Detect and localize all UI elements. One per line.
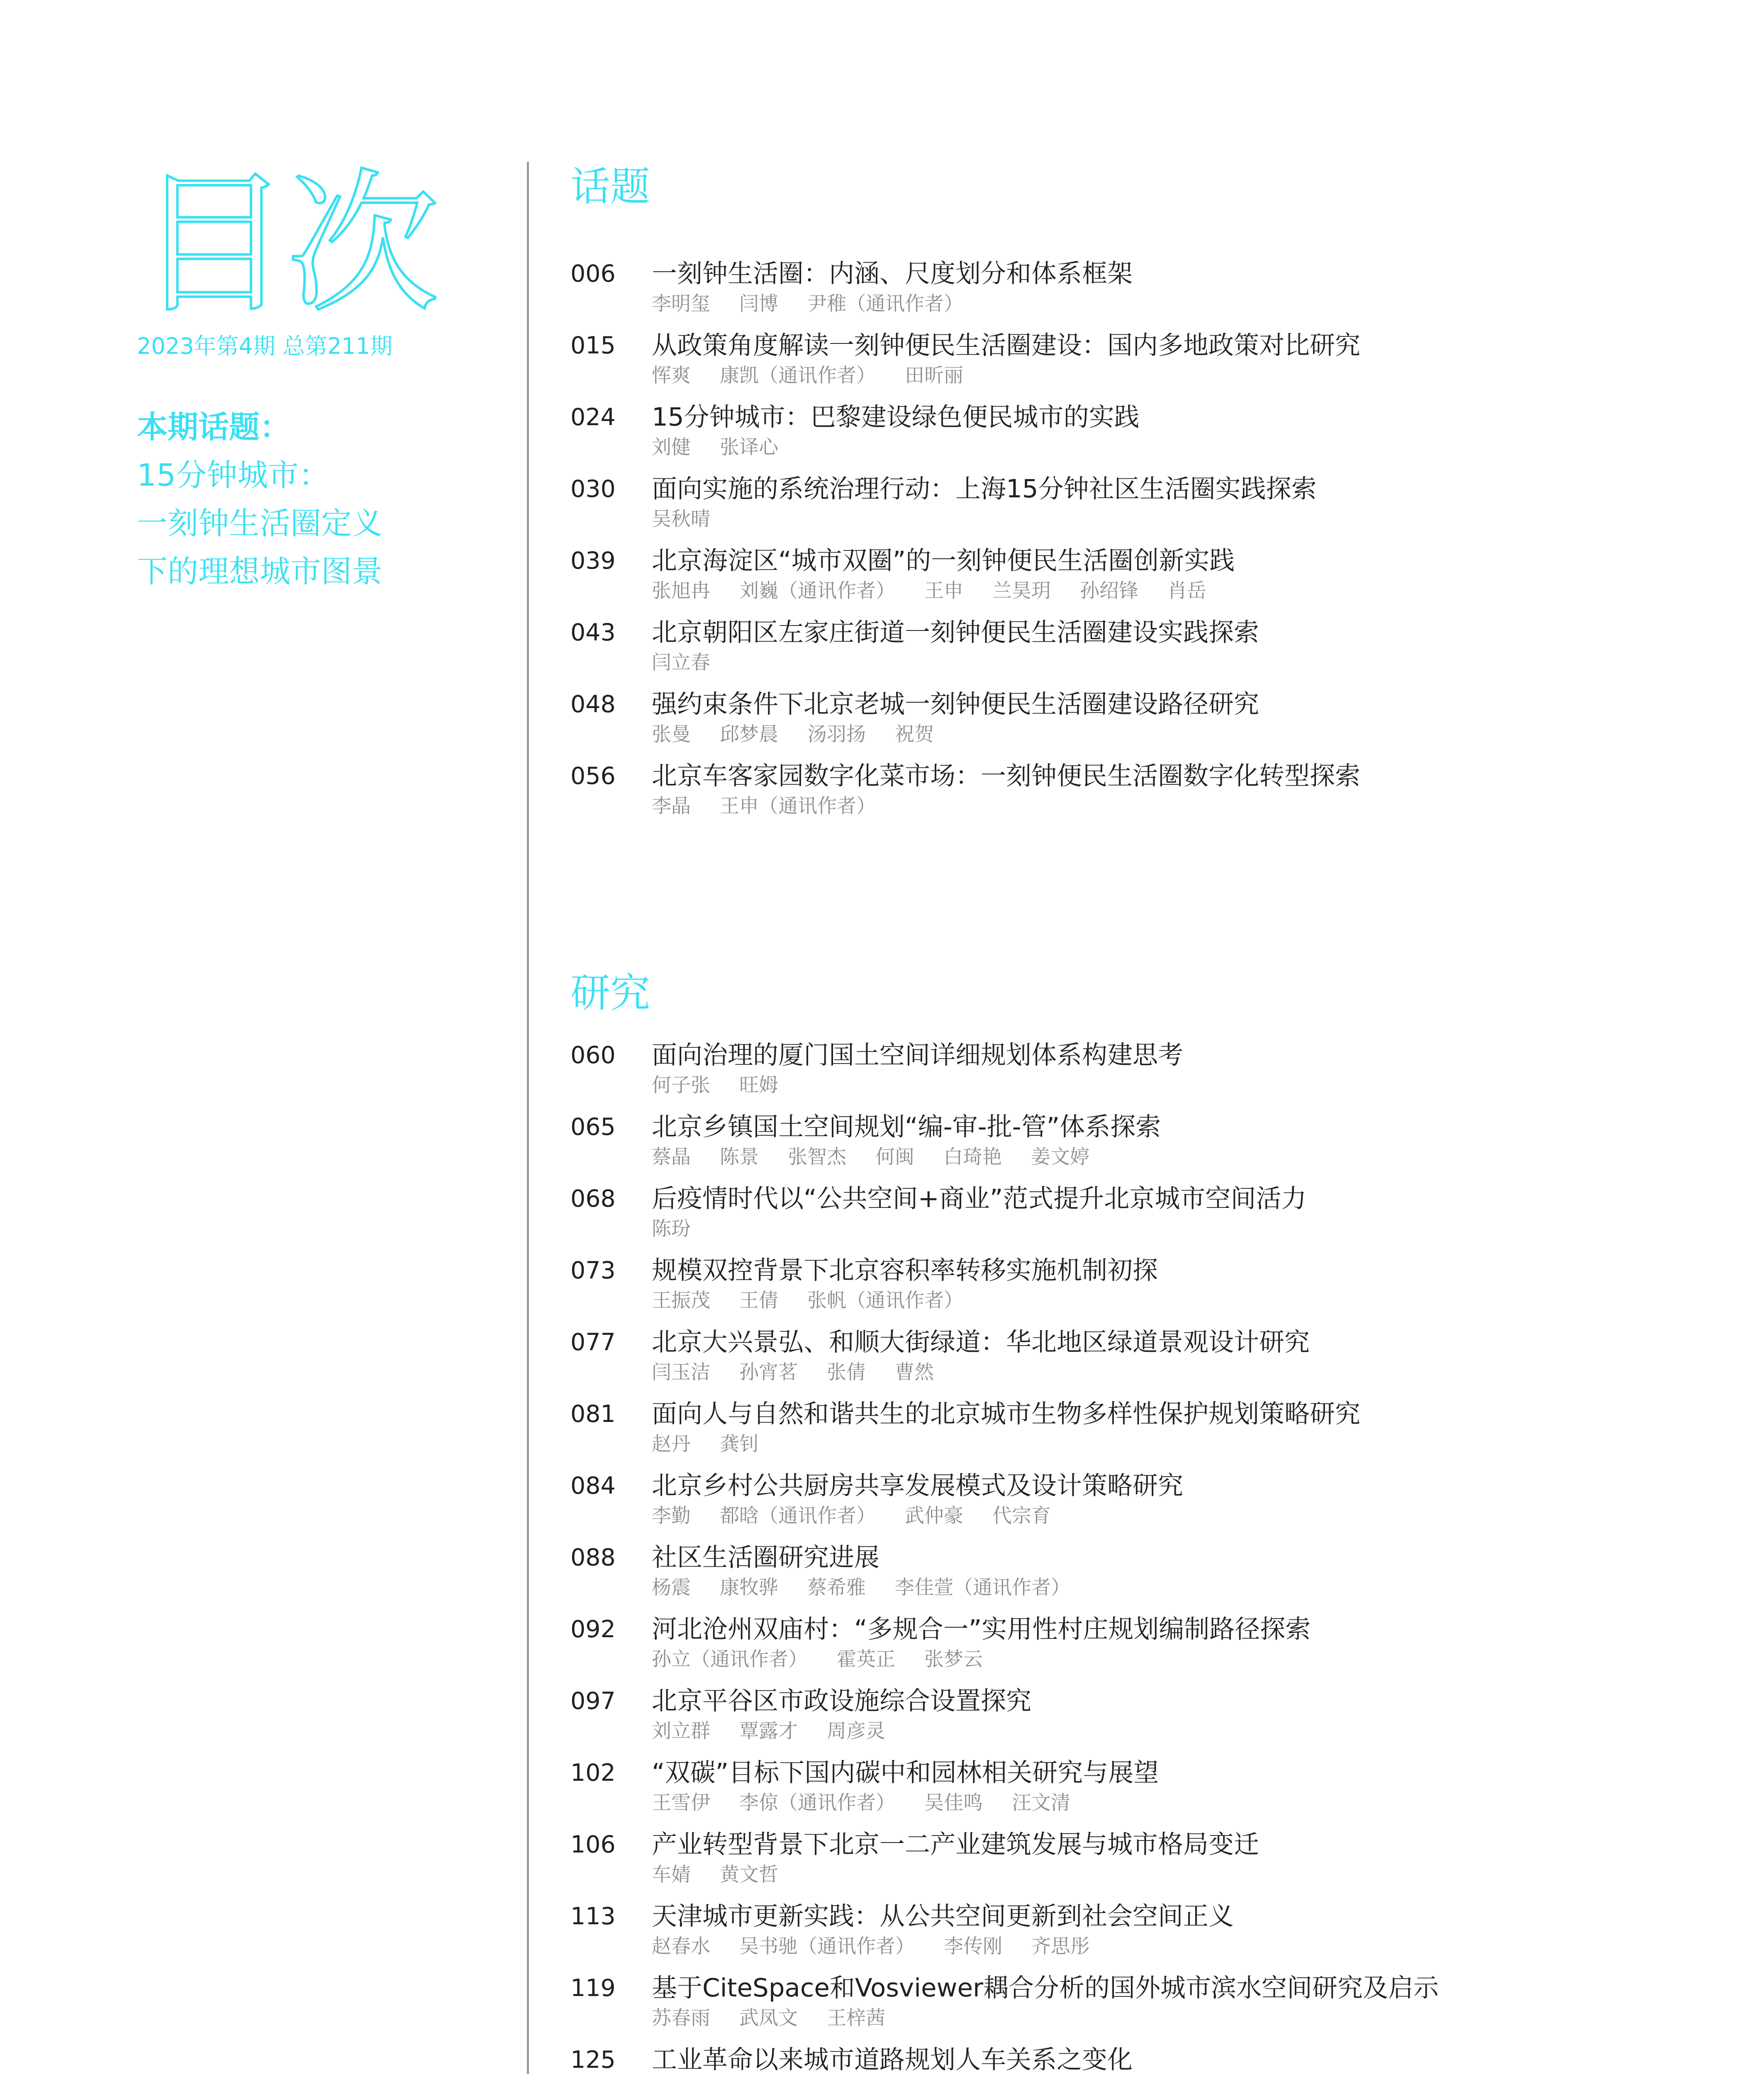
- toc-entry[interactable]: [570, 472, 1732, 544]
- author-list: [652, 578, 1235, 604]
- author-list: [652, 506, 739, 532]
- author-name: 李勤: [652, 1504, 691, 1527]
- author-name: 王雪伊: [652, 1792, 710, 1814]
- article-title[interactable]: 后疫情时代以“公共空间+商业”范式提升北京城市空间活力: [652, 1184, 1307, 1213]
- author-name: 孙立（通讯作者）: [652, 1648, 808, 1671]
- author-list: [652, 1431, 788, 1457]
- author-name: 张智杰: [788, 1146, 846, 1168]
- author-list: [652, 650, 739, 676]
- toc-entry[interactable]: [570, 1469, 1732, 1541]
- author-name: 尹稚（通讯作者）: [807, 292, 963, 315]
- toc-entry[interactable]: [570, 759, 1732, 831]
- page-number: 048: [570, 691, 616, 718]
- author-list: [652, 794, 905, 819]
- page-number: 039: [570, 547, 616, 574]
- entry-list: [570, 257, 1732, 831]
- section-topic: [570, 162, 1732, 831]
- author-name: 王申: [924, 579, 963, 602]
- page-title: 目次: [137, 156, 436, 334]
- toc-entry[interactable]: [570, 544, 1732, 616]
- article-title[interactable]: 北京乡镇国土空间规划“编-审-批-管”体系探索: [652, 1112, 1161, 1142]
- issue-number: 2023年第4期 总第211期: [137, 333, 393, 359]
- author-name: 赵丹: [652, 1433, 691, 1456]
- section-research: [570, 968, 1732, 2074]
- article-title[interactable]: 北京大兴景弘、和顺大街绿道：华北地区绿道景观设计研究: [652, 1327, 1310, 1357]
- toc-entry[interactable]: [570, 1685, 1732, 1756]
- author-name: 吴佳鸣: [924, 1792, 983, 1814]
- author-name: 张帆（通讯作者）: [807, 1289, 963, 1312]
- toc-entry[interactable]: [570, 1756, 1732, 1828]
- author-name: 龚钊: [720, 1433, 759, 1456]
- author-name: 曹然: [895, 1361, 934, 1384]
- topic-line: 15分钟城市：: [137, 458, 330, 493]
- author-name: 武凤文: [739, 2007, 798, 2030]
- author-name: 蔡晶: [652, 1146, 691, 1168]
- author-name: 王振茂: [652, 1289, 710, 1312]
- section-title: 话题: [570, 163, 650, 210]
- page-number: 088: [570, 1544, 616, 1571]
- article-title[interactable]: 强约束条件下北京老城一刻钟便民生活圈建设路径研究: [652, 689, 1260, 719]
- author-name: 蔡希雅: [807, 1576, 866, 1599]
- author-list: [652, 1719, 914, 1744]
- author-name: 都晗（通讯作者）: [720, 1504, 876, 1527]
- toc-entry[interactable]: [570, 1182, 1732, 1254]
- author-name: 李晶: [652, 795, 691, 818]
- author-name: 刘立群: [652, 1720, 710, 1743]
- page-number: 030: [570, 475, 616, 503]
- topic-line: 一刻钟生活圈定义: [137, 506, 383, 541]
- author-list: [652, 1073, 807, 1098]
- toc-entry[interactable]: [570, 257, 1732, 329]
- page-number: 119: [570, 1974, 616, 2002]
- author-name: 康凯（通讯作者）: [720, 364, 876, 387]
- author-list: [652, 2006, 914, 2031]
- author-name: 邱梦晨: [720, 723, 778, 746]
- toc-entry[interactable]: [570, 401, 1732, 472]
- article-title[interactable]: 河北沧州双庙村：“多规合一”实用性村庄规划编制路径探索: [652, 1614, 1311, 1644]
- author-list: [652, 1144, 1118, 1170]
- page-number: 056: [570, 762, 616, 790]
- author-list: [652, 722, 963, 747]
- toc-entry[interactable]: [570, 1541, 1732, 1613]
- author-name: 兰昊玥: [992, 579, 1051, 602]
- author-name: 白琦艳: [943, 1146, 1002, 1168]
- author-name: 孙宵茗: [739, 1361, 798, 1384]
- author-name: 车婧: [652, 1863, 691, 1886]
- author-name: 李明玺: [652, 292, 710, 315]
- author-name: 李倞（通讯作者）: [739, 1792, 895, 1814]
- author-name: 杨震: [652, 1576, 691, 1599]
- author-name: 田昕丽: [905, 364, 963, 387]
- author-list: [652, 1575, 1099, 1601]
- toc-entry[interactable]: [570, 1828, 1732, 1900]
- author-list: [652, 363, 992, 389]
- author-list: [652, 1862, 807, 1888]
- toc-entry[interactable]: [570, 1110, 1732, 1182]
- page-number: 106: [570, 1831, 616, 1858]
- page-number: 102: [570, 1759, 616, 1787]
- page-number: 077: [570, 1329, 616, 1356]
- author-name: 祝贺: [895, 723, 934, 746]
- author-name: 张梦云: [924, 1648, 983, 1671]
- topic-line: 下的理想城市图景: [137, 554, 383, 589]
- article-title[interactable]: “双碳”目标下国内碳中和园林相关研究与展望: [652, 1758, 1159, 1787]
- author-list: [652, 291, 992, 317]
- topic-label: 本期话题：: [137, 409, 290, 445]
- author-name: 覃露才: [739, 1720, 798, 1743]
- page-number: 006: [570, 260, 616, 287]
- toc-entry[interactable]: [570, 329, 1732, 401]
- article-title[interactable]: 社区生活圈研究进展: [652, 1543, 880, 1572]
- contents-column: [570, 162, 1732, 2074]
- author-name: 吴书驰（通讯作者）: [739, 1935, 915, 1958]
- author-name: 王倩: [739, 1289, 778, 1312]
- article-title[interactable]: 从政策角度解读一刻钟便民生活圈建设：国内多地政策对比研究: [652, 331, 1361, 360]
- article-title[interactable]: 面向实施的系统治理行动：上海15分钟社区生活圈实践探索: [652, 474, 1317, 504]
- page-number: 073: [570, 1257, 616, 1284]
- author-name: 恽爽: [652, 364, 691, 387]
- article-title[interactable]: 北京平谷区市政设施综合设置探究: [652, 1686, 1032, 1716]
- author-list: [652, 435, 807, 460]
- author-list: [652, 1360, 963, 1385]
- article-title[interactable]: 基于CiteSpace和Vosviewer耦合分析的国外城市滨水空间研究及启示: [652, 1973, 1439, 2003]
- author-name: 吴秋晴: [652, 508, 710, 531]
- page-number: 024: [570, 404, 616, 431]
- author-name: 刘健: [652, 436, 691, 459]
- entry-list: [570, 1039, 1732, 2074]
- author-name: 张旭冉: [652, 579, 710, 602]
- article-title[interactable]: 面向治理的厦门国土空间详细规划体系构建思考: [652, 1040, 1184, 1070]
- author-name: 苏春雨: [652, 2007, 710, 2030]
- author-name: 何子张: [652, 1074, 710, 1097]
- author-list: [652, 1790, 1099, 1816]
- article-title[interactable]: 产业转型背景下北京一二产业建筑发展与城市格局变迁: [652, 1830, 1260, 1859]
- toc-entry[interactable]: [570, 1039, 1732, 1110]
- author-name: 张译心: [720, 436, 778, 459]
- page-number: 081: [570, 1400, 616, 1428]
- page-number: 065: [570, 1113, 616, 1141]
- article-title[interactable]: 面向人与自然和谐共生的北京城市生物多样性保护规划策略研究: [652, 1399, 1361, 1429]
- page-number: 092: [570, 1616, 616, 1643]
- author-list: [652, 1934, 1119, 1960]
- author-name: 闫博: [739, 292, 778, 315]
- article-title[interactable]: 天津城市更新实践：从公共空间更新到社会空间正义: [652, 1901, 1234, 1931]
- author-name: 黄文哲: [720, 1863, 778, 1886]
- toc-entry[interactable]: [570, 1254, 1732, 1326]
- author-name: 旺姆: [739, 1074, 778, 1097]
- section-title: 研究: [570, 970, 650, 1016]
- article-title[interactable]: 一刻钟生活圈：内涵、尺度划分和体系框架: [652, 259, 1133, 288]
- page-number: 097: [570, 1687, 616, 1715]
- author-name: 赵春水: [652, 1935, 710, 1958]
- article-title[interactable]: 北京海淀区“城市双圈”的一刻钟便民生活圈创新实践: [652, 546, 1235, 575]
- left-column: [137, 156, 510, 596]
- page-number: 084: [570, 1472, 616, 1500]
- author-name: 姜文婷: [1031, 1146, 1089, 1168]
- author-name: 肖岳: [1167, 579, 1206, 602]
- author-name: 何闽: [875, 1146, 914, 1168]
- page-number: 068: [570, 1185, 616, 1212]
- author-name: 闫玉洁: [652, 1361, 710, 1384]
- page-number: 015: [570, 332, 616, 359]
- author-list: [652, 1503, 1080, 1529]
- author-name: 周彦灵: [827, 1720, 885, 1743]
- author-list: [652, 1288, 992, 1314]
- article-title[interactable]: 15分钟城市：巴黎建设绿色便民城市的实践: [652, 402, 1140, 432]
- author-name: 汪文清: [1012, 1792, 1070, 1814]
- page-number: 060: [570, 1042, 616, 1069]
- toc-entry[interactable]: [570, 1900, 1732, 1972]
- author-name: 王梓茜: [827, 2007, 885, 2030]
- author-name: 齐思彤: [1031, 1935, 1090, 1958]
- author-list: [652, 1216, 720, 1242]
- author-name: 汤羽扬: [807, 723, 866, 746]
- author-name: 李传刚: [944, 1935, 1002, 1958]
- author-name: 闫立春: [652, 651, 710, 674]
- article-title[interactable]: 北京乡村公共厨房共享发展模式及设计策略研究: [652, 1471, 1184, 1500]
- article-title[interactable]: 北京车客家园数字化菜市场：一刻钟便民生活圈数字化转型探索: [652, 761, 1361, 791]
- author-name: 刘巍（通讯作者）: [739, 579, 895, 602]
- author-name: 张曼: [652, 723, 691, 746]
- author-list: [652, 1647, 1012, 1672]
- toc-entry[interactable]: [570, 1397, 1732, 1469]
- author-name: 康牧骅: [720, 1576, 778, 1599]
- page-number: 043: [570, 619, 616, 646]
- toc-entry[interactable]: [570, 616, 1732, 688]
- author-name: 霍英正: [837, 1648, 895, 1671]
- author-name: 陈景: [720, 1146, 759, 1168]
- author-name: 王申（通讯作者）: [720, 795, 876, 818]
- author-name: 陈玢: [652, 1217, 691, 1240]
- vertical-divider: [527, 162, 529, 2074]
- toc-entry[interactable]: [570, 1972, 1732, 2043]
- author-name: 武仲豪: [905, 1504, 963, 1527]
- toc-entry[interactable]: [570, 1326, 1732, 1397]
- toc-entry[interactable]: [570, 688, 1732, 759]
- article-title[interactable]: 规模双控背景下北京容积率转移实施机制初探: [652, 1256, 1158, 1285]
- toc-entry[interactable]: [570, 1613, 1732, 1685]
- author-name: 代宗育: [992, 1504, 1051, 1527]
- article-title[interactable]: 工业革命以来城市道路规划人车关系之变化: [652, 2045, 1133, 2074]
- author-name: 李佳萱（通讯作者）: [895, 1576, 1070, 1599]
- author-name: 张倩: [827, 1361, 866, 1384]
- page-number: 113: [570, 1903, 616, 1930]
- article-title[interactable]: 北京朝阳区左家庄街道一刻钟便民生活圈建设实践探索: [652, 618, 1260, 647]
- page-number: 125: [570, 2046, 616, 2074]
- author-name: 孙绍锋: [1080, 579, 1138, 602]
- toc-entry[interactable]: [570, 2043, 1732, 2074]
